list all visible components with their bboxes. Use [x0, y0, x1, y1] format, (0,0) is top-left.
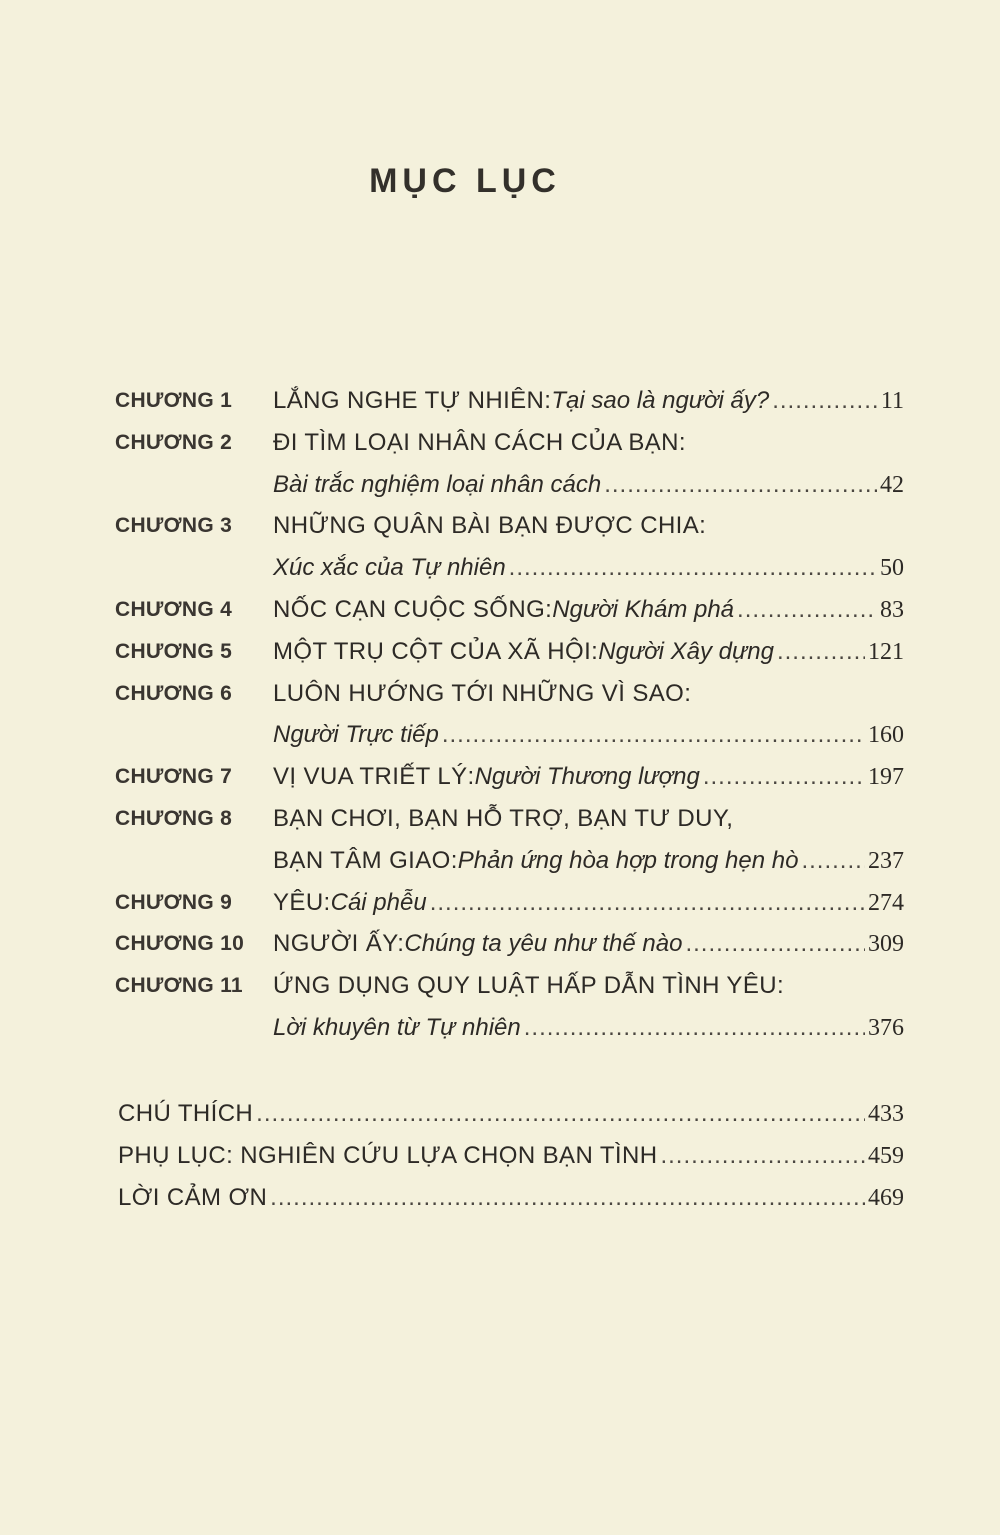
chapter-number: CHƯƠNG 2	[115, 430, 233, 454]
toc-row[interactable]	[0, 508, 1000, 544]
chapter-number: CHƯƠNG 4	[115, 598, 233, 621]
chapter-number: CHƯƠNG 6	[115, 681, 233, 705]
chapter-number: CHƯƠNG 10	[115, 932, 245, 956]
toc-entry[interactable]	[273, 885, 904, 921]
toc-entry[interactable]	[273, 801, 904, 837]
chapter-number: CHƯƠNG 8	[115, 807, 233, 830]
toc-entry[interactable]	[273, 968, 904, 1004]
toc-row[interactable]	[0, 550, 1000, 586]
chapter-title: NGƯỜI ẤY:	[273, 930, 405, 958]
chapter-subtitle: Xúc xắc của Tự nhiên	[273, 554, 506, 582]
back-matter-row[interactable]	[0, 1180, 1000, 1216]
back-matter-title: LỜI CẢM ƠN	[118, 1184, 268, 1211]
toc-entry[interactable]	[273, 592, 904, 628]
toc-entry[interactable]	[118, 1180, 904, 1216]
toc-row[interactable]	[0, 843, 1000, 879]
page-number: 237	[868, 847, 904, 874]
dot-leader	[430, 885, 865, 921]
toc-row[interactable]	[0, 968, 1000, 1004]
dot-leader	[660, 1138, 865, 1174]
dot-leader	[685, 926, 865, 962]
page-number: 433	[868, 1101, 904, 1127]
chapter-subtitle: Người Thương lượng	[474, 763, 700, 791]
chapter-subtitle: Người Trực tiếp	[273, 721, 439, 749]
dot-leader	[772, 383, 878, 419]
chapter-subtitle: Phản ứng hòa hợp trong hẹn hò	[457, 846, 799, 874]
toc-entry[interactable]	[273, 634, 904, 670]
toc-entry[interactable]	[273, 383, 904, 419]
toc-row[interactable]	[0, 676, 1000, 712]
chapter-number: CHƯƠNG 11	[115, 974, 243, 998]
chapter-number: CHƯƠNG 7	[115, 765, 233, 789]
page-number: 83	[880, 597, 904, 623]
dot-leader	[801, 843, 865, 879]
page-number: 274	[868, 889, 904, 916]
chapter-subtitle: Bài trắc nghiệm loại nhân cách	[273, 470, 602, 498]
back-matter-row[interactable]	[0, 1096, 1000, 1132]
back-matter-title: CHÚ THÍCH	[118, 1100, 254, 1127]
toc-entry[interactable]	[118, 1138, 904, 1174]
chapter-title: MỘT TRỤ CỘT CỦA XÃ HỘI:	[273, 637, 599, 665]
toc-row[interactable]	[0, 634, 1000, 670]
toc-row[interactable]	[0, 592, 1000, 628]
chapter-title: BẠN CHƠI, BẠN HỖ TRỢ, BẠN TƯ DUY,	[273, 805, 734, 832]
chapter-number: CHƯƠNG 3	[115, 514, 233, 538]
page-title: MỤC LỤC	[369, 162, 561, 200]
page-number: 309	[868, 931, 904, 958]
dot-leader	[703, 759, 865, 795]
toc-row[interactable]	[0, 467, 1000, 503]
toc-row[interactable]	[0, 1010, 1000, 1046]
page-number: 469	[868, 1185, 904, 1211]
dot-leader	[604, 467, 877, 503]
toc-row[interactable]	[0, 926, 1000, 962]
chapter-title: BẠN TÂM GIAO:	[273, 846, 458, 874]
page-number: 376	[868, 1015, 904, 1041]
toc-row[interactable]	[0, 759, 1000, 795]
chapter-title: ĐI TÌM LOẠI NHÂN CÁCH CỦA BẠN:	[273, 428, 686, 456]
back-matter-title: PHỤ LỤC: NGHIÊN CỨU LỰA CHỌN BẠN TÌNH	[118, 1142, 658, 1169]
toc-entry[interactable]	[273, 843, 904, 879]
page-number: 160	[868, 722, 904, 749]
chapter-number: CHƯƠNG 1	[115, 389, 233, 412]
toc-entry[interactable]	[273, 676, 904, 712]
chapter-number: CHƯƠNG 9	[115, 890, 233, 914]
toc-entry[interactable]	[273, 550, 904, 586]
toc-row[interactable]	[0, 425, 1000, 461]
chapter-subtitle: Lời khuyên từ Tự nhiên	[273, 1014, 521, 1041]
chapter-title: LẮNG NGHE TỰ NHIÊN:	[273, 387, 552, 414]
toc-entry[interactable]	[273, 759, 904, 795]
chapter-subtitle: Cái phễu	[330, 888, 427, 916]
page-number: 11	[880, 388, 904, 414]
chapter-subtitle: Chúng ta yêu như thế nào	[404, 930, 683, 958]
chapter-subtitle: Người Khám phá	[552, 596, 735, 623]
toc-row[interactable]	[0, 885, 1000, 921]
toc-entry[interactable]	[273, 926, 904, 962]
page-number: 50	[880, 555, 904, 582]
chapter-title: YÊU:	[273, 888, 331, 916]
toc-row[interactable]	[0, 383, 1000, 419]
page-number: 121	[868, 638, 904, 665]
dot-leader	[737, 592, 877, 628]
dot-leader	[442, 717, 865, 753]
dot-leader	[524, 1010, 865, 1046]
dot-leader	[270, 1180, 865, 1216]
toc-entry[interactable]	[273, 508, 904, 544]
back-matter-row[interactable]	[0, 1138, 1000, 1174]
toc-entry[interactable]	[273, 425, 904, 461]
page-number: 42	[880, 471, 904, 498]
chapter-number: CHƯƠNG 5	[115, 639, 233, 663]
chapter-title: ỨNG DỤNG QUY LUẬT HẤP DẪN TÌNH YÊU:	[273, 972, 785, 1000]
toc-entry[interactable]	[273, 1010, 904, 1046]
dot-leader	[509, 550, 877, 586]
chapter-subtitle: Tại sao là người ấy?	[551, 387, 770, 414]
toc-row[interactable]	[0, 717, 1000, 753]
toc-entry[interactable]	[273, 717, 904, 753]
dot-leader	[256, 1096, 865, 1132]
toc-entry[interactable]	[273, 467, 904, 503]
toc-entry[interactable]	[118, 1096, 904, 1132]
toc-row[interactable]	[0, 801, 1000, 837]
chapter-subtitle: Người Xây dựng	[598, 637, 774, 665]
page-number: 197	[868, 764, 904, 791]
chapter-title: NHỮNG QUÂN BÀI BẠN ĐƯỢC CHIA:	[273, 512, 707, 540]
chapter-title: NỐC CẠN CUỘC SỐNG:	[273, 596, 553, 623]
page-number: 459	[868, 1143, 904, 1169]
chapter-title: VỊ VUA TRIẾT LÝ:	[273, 763, 475, 791]
dot-leader	[777, 634, 865, 670]
chapter-title: LUÔN HƯỚNG TỚI NHỮNG VÌ SAO:	[273, 679, 692, 707]
